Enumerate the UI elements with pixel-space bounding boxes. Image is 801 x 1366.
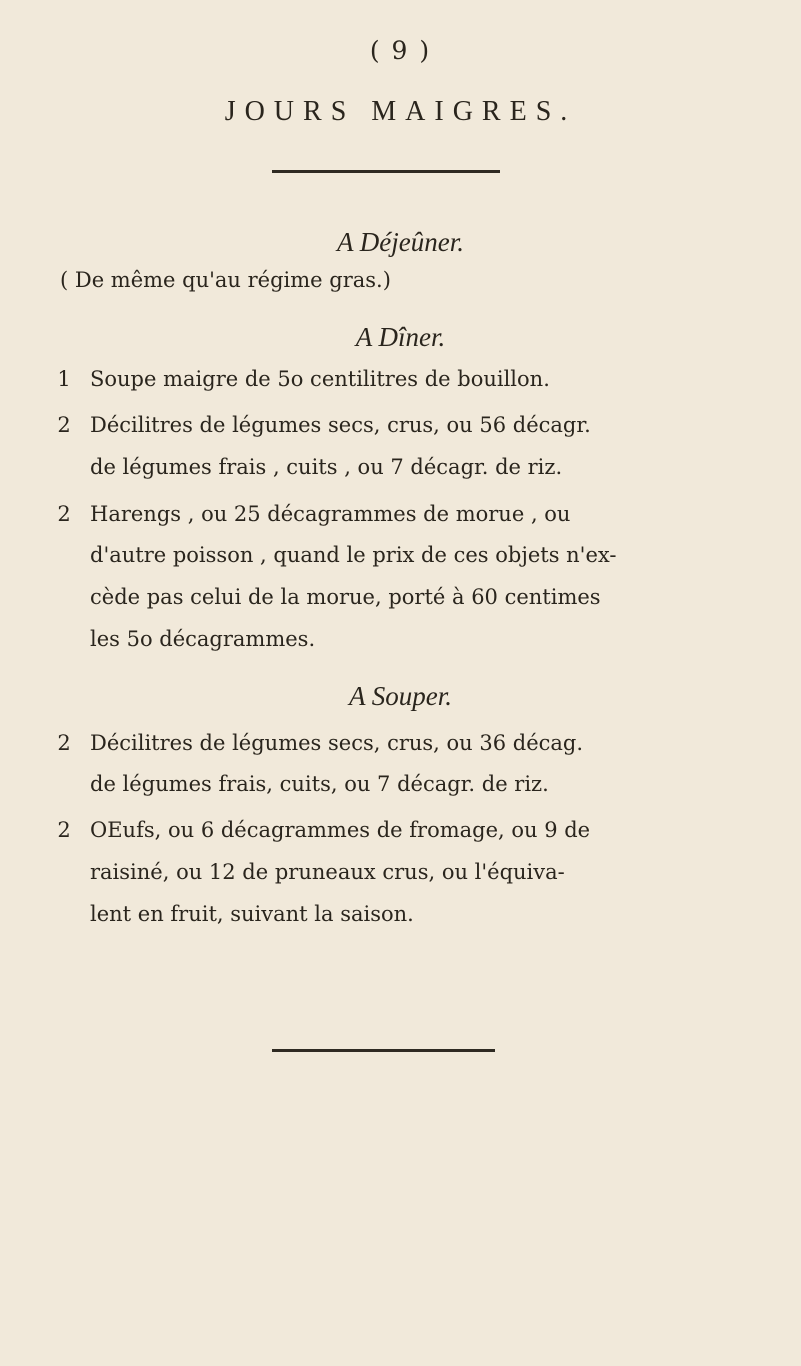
item-text-continued: les 5o décagrammes. xyxy=(90,627,316,651)
item-text-continued: raisiné, ou 12 de pruneaux crus, ou l'équiva- xyxy=(90,860,565,884)
item-text-continued: cède pas celui de la morue, porté à 60 centimes xyxy=(90,585,601,609)
item-number: 2 xyxy=(57,818,71,842)
item-text: Décilitres de légumes secs, crus, ou 36 décag. xyxy=(90,731,584,755)
item-text: OEufs, ou 6 décagrammes de fromage, ou 9 de xyxy=(90,818,591,842)
item-text-continued: lent en fruit, suivant la saison. xyxy=(90,902,414,926)
page-title: JOURS MAIGRES. xyxy=(224,96,577,127)
item-text-continued: de légumes frais, cuits, ou 7 décagr. de riz. xyxy=(90,772,549,796)
item-number: 2 xyxy=(57,731,71,755)
note-dejeuner: ( De même qu'au régime gras.) xyxy=(60,268,391,292)
item-text: Soupe maigre de 5o centilitres de bouillon. xyxy=(90,367,550,391)
item-number: 2 xyxy=(57,413,71,437)
top-divider xyxy=(272,170,500,173)
item-text-continued: d'autre poisson , quand le prix de ces objets n'ex- xyxy=(90,543,617,567)
item-number: 1 xyxy=(57,367,71,391)
heading-dejeuner: A Déjeûner. xyxy=(337,227,464,257)
item-text: Harengs , ou 25 décagrammes de morue , ou xyxy=(90,502,571,526)
item-text: Décilitres de légumes secs, crus, ou 56 décagr. xyxy=(90,413,591,437)
bottom-divider xyxy=(272,1049,495,1052)
page-number: ( 9 ) xyxy=(369,36,432,65)
item-number: 2 xyxy=(57,502,71,526)
heading-diner: A Dîner. xyxy=(355,322,446,352)
heading-souper: A Souper. xyxy=(348,681,452,711)
item-text-continued: de légumes frais , cuits , ou 7 décagr. de riz. xyxy=(90,455,563,479)
